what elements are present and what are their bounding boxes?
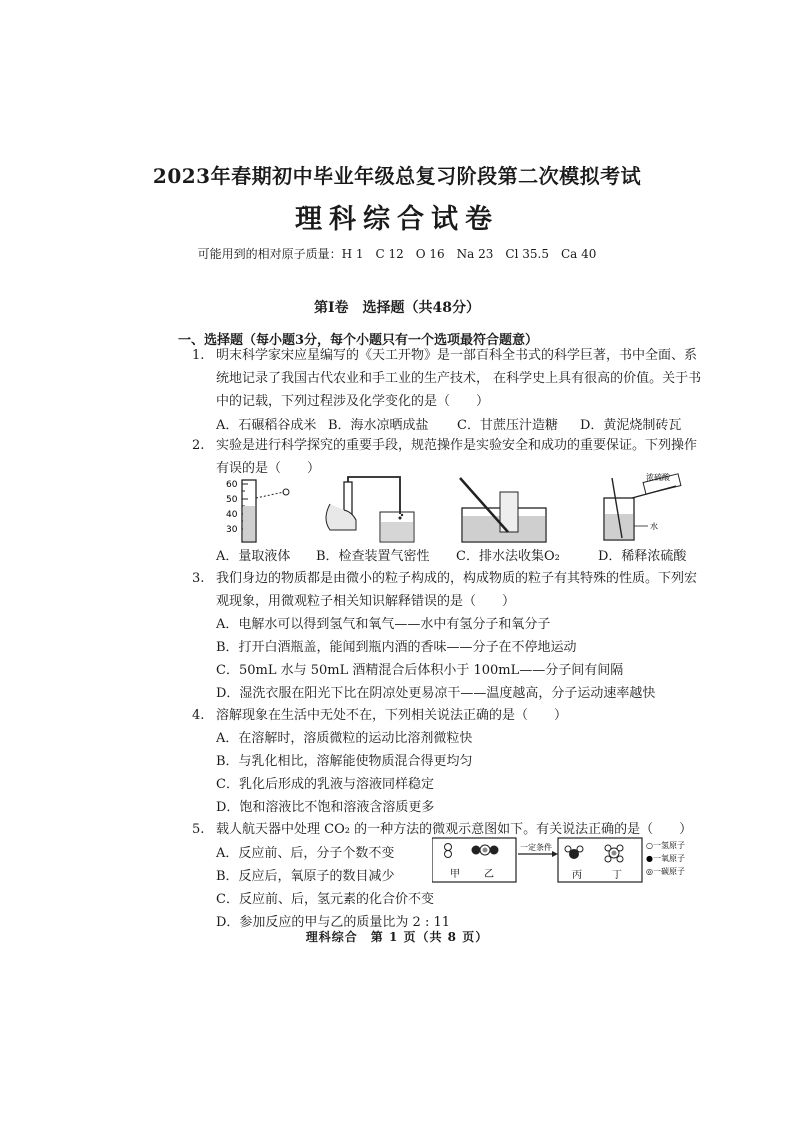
q1-line: 明末科学家宋应星编写的《天工开物》是一部百科全书式的科学巨著，书中全面、系: [216, 348, 698, 363]
tick-label: 30: [226, 525, 238, 535]
acid-bottle-label: 浓硫酸: [646, 473, 670, 482]
figure-water-displacement: [456, 474, 550, 546]
figure-airtightness-check: [316, 474, 422, 546]
q5-option-a: A．反应前、后，分子个数不变: [216, 846, 395, 861]
tick-label: 60: [226, 480, 238, 490]
q3-line: 观现象，用微观粒子相关知识解释错误的是（ ）: [216, 594, 516, 609]
q2-number: 2.: [192, 438, 205, 453]
q4-option-d: D．饱和溶液比不饱和溶液含溶质更多: [216, 800, 435, 815]
q1-option-c: C．甘蔗压汁造糖: [457, 418, 558, 433]
q1-option-a: A．石碾稻谷成米: [216, 418, 317, 433]
label-jia: 甲: [450, 869, 460, 880]
page-footer: 理科综合 第 1 页（共 8 页）: [305, 930, 489, 944]
figure-dilute-acid: [596, 472, 692, 546]
q3-option-b: B．打开白酒瓶盖，能闻到瓶内酒的香味——分子在不停地运动: [216, 640, 577, 655]
q4-option-a: A．在溶解时，溶质微粒的运动比溶剂微粒快: [216, 731, 473, 746]
q2-option-c: C．排水法收集O₂: [456, 549, 560, 564]
atomic-masses-note: 可能用到的相对原子质量：H 1 C 12 O 16 Na 23 Cl 35.5 Ca 40: [197, 247, 597, 261]
reaction-diagram: [432, 836, 694, 888]
q5-option-c: C．反应前、后，氢元素的化合价不变: [216, 892, 434, 907]
q4-line: 溶解现象在生活中无处不在，下列相关说法正确的是（ ）: [216, 708, 568, 723]
q1-option-d: D．黄泥烧制砖瓦: [580, 418, 682, 433]
figure-measuring-cylinder: [226, 476, 296, 546]
exam-subtitle: 理科综合试卷: [295, 204, 499, 235]
q2-option-b: B．检查装置气密性: [316, 549, 430, 564]
label-yi: 乙: [484, 869, 494, 880]
q1-line: 中的记载，下列过程涉及化学变化的是（ ）: [216, 394, 490, 409]
legend-oxygen: ●一氧原子: [646, 854, 685, 863]
q3-option-d: D．湿洗衣服在阳光下比在阴凉处更易凉干——温度越高，分子运动速率越快: [216, 686, 656, 701]
q4-option-c: C．乳化后形成的乳液与溶液同样稳定: [216, 777, 434, 792]
q5-option-d: D．参加反应的甲与乙的质量比为 2 : 11: [216, 915, 451, 930]
section-heading: 一、选择题（每小题3分，每个小题只有一个选项最符合题意）: [178, 333, 539, 348]
q4-option-b: B．与乳化相比，溶解能使物质混合得更均匀: [216, 754, 473, 769]
reaction-condition: 一定条件: [520, 843, 552, 852]
legend-carbon: ◎一碳原子: [646, 867, 685, 876]
q5-option-b: B．反应后，氧原子的数目减少: [216, 869, 395, 884]
q1-option-b: B．海水凉晒成盐: [328, 418, 429, 433]
part-title: 第Ⅰ卷 选择题（共48分）: [313, 300, 481, 316]
q4-number: 4.: [192, 708, 205, 723]
q2-option-a: A．量取液体: [216, 549, 291, 564]
q1-number: 1.: [192, 348, 205, 363]
water-label: 水: [650, 522, 658, 531]
q1-line: 统地记录了我国古代农业和手工业的生产技术， 在科学史上具有很高的价值。关于书: [216, 371, 702, 386]
label-bing: 丙: [572, 870, 582, 881]
q2-line: 实验是进行科学探究的重要手段，规范操作是实验安全和成功的重要保证。下列操作: [216, 438, 698, 453]
q3-option-c: C．50mL 水与 50mL 酒精混合后体积小于 100mL——分子间有间隔: [216, 663, 624, 678]
q2-line: 有误的是（ ）: [216, 461, 321, 476]
tick-label: 40: [226, 510, 238, 520]
legend-hydrogen: ○一氢原子: [646, 841, 685, 850]
q3-option-a: A．电解水可以得到氢气和氧气——水中有氢分子和氧分子: [216, 617, 551, 632]
q3-number: 3.: [192, 571, 205, 586]
q5-line: 载人航天器中处理 CO₂ 的一种方法的微观示意图如下。有关说法正确的是（ ）: [216, 822, 693, 837]
label-ding: 丁: [612, 870, 622, 881]
exam-title: 2023年春期初中毕业年级总复习阶段第二次模拟考试: [152, 164, 642, 188]
tick-label: 50: [226, 495, 238, 505]
q2-option-d: D．稀释浓硫酸: [598, 549, 687, 564]
q5-number: 5.: [192, 822, 205, 837]
q3-line: 我们身边的物质都是由微小的粒子构成的，构成物质的粒子有其特殊的性质。下列宏: [216, 571, 698, 586]
